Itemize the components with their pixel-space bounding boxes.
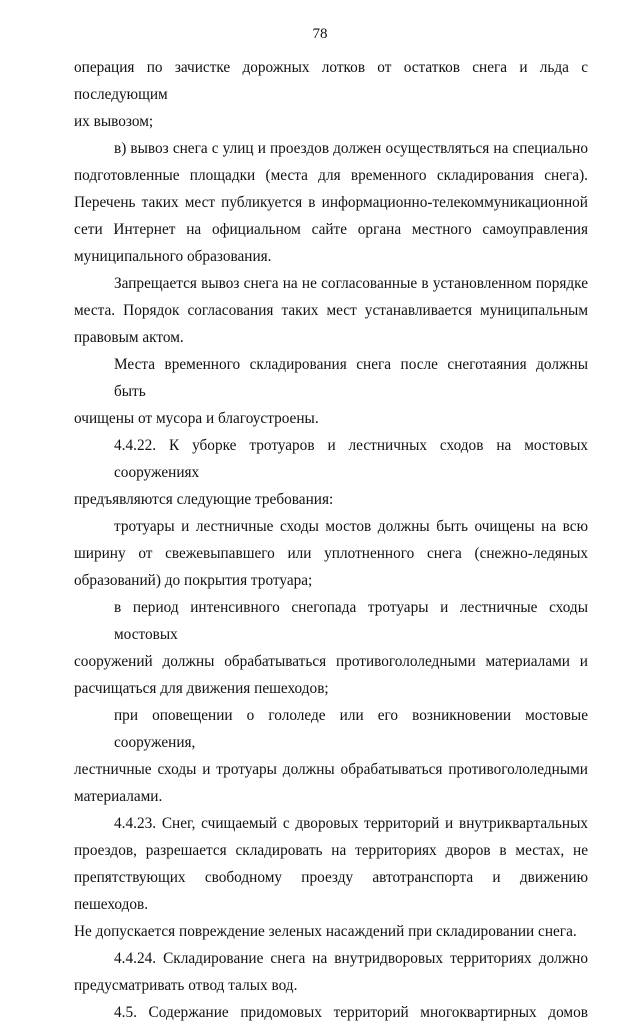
- paragraph-line: в) вывоз снега с улиц и проездов должен осуществляться на специально: [114, 140, 588, 157]
- paragraph-prohibition: [74, 270, 588, 351]
- document-body: [74, 54, 588, 1026]
- paragraph-4-4-23: [74, 810, 588, 945]
- paragraph-line: предъявляются следующие требования:: [74, 491, 334, 508]
- paragraph-line: 4.5. Содержание придомовых территорий многоквартирных домов: [114, 1004, 588, 1021]
- paragraph-line: муниципального образования.: [74, 248, 272, 265]
- paragraph-line: правовым актом.: [74, 329, 184, 346]
- paragraph-line: расчищаться для движения пешеходов;: [74, 680, 329, 697]
- paragraph-line: 4.4.22. К уборке тротуаров и лестничных сходов на мостовых сооружениях: [114, 437, 588, 481]
- paragraph-line: места. Порядок согласования таких мест устанавливается муниципальным: [74, 302, 588, 319]
- paragraph-line: 4.4.24. Складирование снега на внутридворовых территориях должно: [114, 950, 588, 967]
- paragraph-heavy-snowfall: [74, 594, 588, 702]
- paragraph-line: ширину от свежевыпавшего или уплотненного снега (снежно-ледяных: [74, 545, 588, 562]
- paragraph-line: 4.4.23. Снег, счищаемый с дворовых территорий и внутриквартальных: [114, 815, 588, 832]
- paragraph-line: проездов, разрешается складировать на территориях дворов в местах, не: [74, 842, 588, 859]
- paragraph-storage-places: [74, 351, 588, 432]
- paragraph-snow-removal: [74, 135, 588, 270]
- paragraph-line: тротуары и лестничные сходы мостов должны быть очищены на всю: [114, 518, 588, 535]
- paragraph-line: препятствующих свободному проезду автотранспорта и движению пешеходов.: [74, 869, 588, 913]
- paragraph-4-4-22: [74, 432, 588, 513]
- page-number: 78: [312, 26, 328, 42]
- paragraph-ice-warning: [74, 702, 588, 810]
- section-heading-4-5: [74, 999, 588, 1026]
- paragraph-line: Запрещается вывоз снега на не согласованные в установленном порядке: [114, 275, 588, 292]
- paragraph-line: в период интенсивного снегопада тротуары и лестничные сходы мостовых: [114, 599, 588, 643]
- paragraph-line: сети Интернет на официальном сайте органа местного самоуправления: [74, 221, 588, 238]
- paragraph-line: при оповещении о гололеде или его возникновении мостовые сооружения,: [114, 707, 588, 751]
- paragraph-line: Не допускается повреждение зеленых насаждений при складировании снега.: [74, 923, 577, 940]
- paragraph-line: сооружений должны обрабатываться противогололедными материалами и: [74, 653, 588, 670]
- paragraph-line: лестничные сходы и тротуары должны обрабатываться противогололедными: [74, 761, 588, 778]
- paragraph-line: операция по зачистке дорожных лотков от остатков снега и льда с последующим: [74, 59, 588, 103]
- paragraph-line: материалами.: [74, 788, 163, 805]
- paragraph-line: подготовленные площадки (места для временного складирования снега).: [74, 167, 588, 184]
- paragraph-4-4-24: [74, 945, 588, 999]
- paragraph-continuation: [74, 54, 588, 135]
- paragraph-line: их вывозом;: [74, 113, 154, 130]
- paragraph-line: образований) до покрытия тротуара;: [74, 572, 313, 589]
- paragraph-line: предусматривать отвод талых вод.: [74, 977, 298, 994]
- paragraph-sidewalks-cleared: [74, 513, 588, 594]
- paragraph-line: Перечень таких мест публикуется в информационно-телекоммуникационной: [74, 194, 588, 211]
- paragraph-line: Места временного складирования снега после снеготаяния должны быть: [114, 356, 588, 400]
- paragraph-line: очищены от мусора и благоустроены.: [74, 410, 319, 427]
